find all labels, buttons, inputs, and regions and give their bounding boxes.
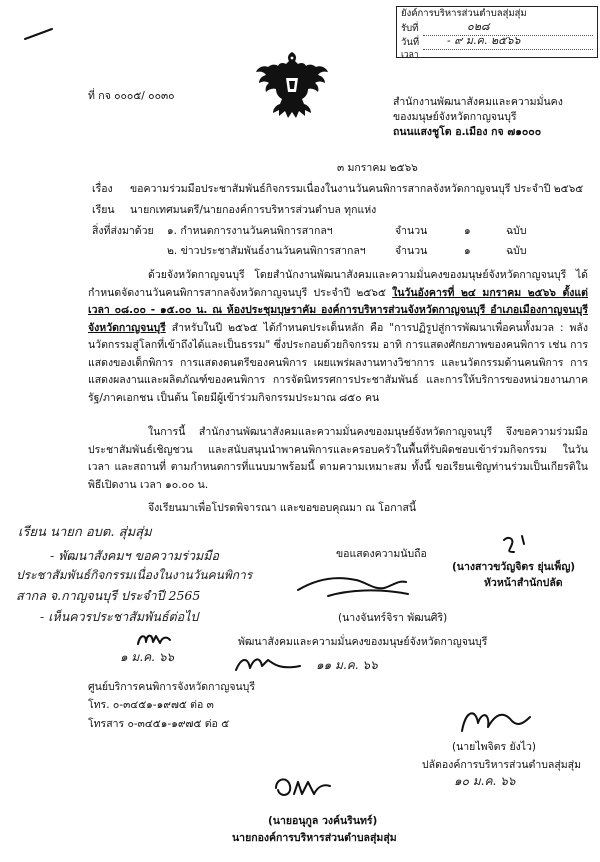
- mayor-name: (นายอนุกูล วงค์นรินทร์): [268, 815, 378, 827]
- attachment-2-unit: ฉบับ: [506, 245, 527, 257]
- attachment-1-item: ๑. กำหนดการงานวันคนพิการสากลฯ: [167, 225, 333, 237]
- regards-text: ขอแสดงความนับถือ: [336, 548, 427, 560]
- stamp-title: ยังค์การบริหารส่วนตำบลสุ่มสุ่ม: [401, 8, 527, 19]
- handwritten-note-line-3: ประชาสัมพันธ์กิจกรรมเนื่องในงานวันคนพิการ: [16, 568, 253, 582]
- subject-text: ขอความร่วมมือประชาสัมพันธ์กิจกรรมเนื่องในงานวันคนพิการสากลจังหวัดกาญจนบุรี ประจำปี ๒๕๖๕: [130, 183, 584, 195]
- paragraph-1-intro: ด้วยจังหวัดกาญจนบุรี โดยสำนักงานพัฒนาสังคมและความมั่นคงของมนุษย์จังหวัดกาญจนบุรี ได้กำหนดจัดงานวันคนพิการสากลจังหวัดกาญจนบุรี ประจำปี ๒๕๖๕: [88, 269, 588, 299]
- body-paragraph-2: ในการนี้ สำนักงานพัฒนาสังคมและความมั่นคงของมนุษย์จังหวัดกาญจนบุรี จึงขอความร่วมมือประชาสัมพันธ์เชิญชวน และสนับสนุนนำพาคนพิการและครอบครัวในพื้นที่รับผิดชอบเข้าร่วมกิจกรรม ในวัน เวลา และสถานที่ ตามกำหนดการที่แนบมาพร้อมนี้ ตามความเหมาะสม ทั้งนี้ ขอเรียนเชิญท่านร่วมเป็นเกียรติในพิธีเปิดงาน เวลา ๑๐.๐๐ น.: [88, 426, 588, 491]
- handwritten-note-line-5: - เห็นควรประชาสัมพันธ์ต่อไป: [40, 609, 199, 624]
- deputy-signature: [452, 703, 536, 739]
- pen-mark: [22, 26, 56, 42]
- deputy-title: ปลัดองค์การบริหารส่วนตำบลสุ่มสุ่ม: [422, 759, 581, 771]
- stamp-date-value: - ๙ ม.ค. ๒๕๖๖: [447, 34, 521, 47]
- director-signature: [288, 560, 438, 606]
- handwritten-note-line-4: สากล จ.กาญจนบุรี ประจำปี 2565: [16, 588, 201, 603]
- subject-label: เรื่อง: [92, 183, 113, 195]
- sender-address-line-2: ของมนุษย์จังหวัดกาญจนบุรี: [393, 111, 517, 123]
- stamp-receive-number: ๐๒๘: [467, 20, 490, 33]
- attachment-2-qty-label: จำนวน: [395, 245, 428, 257]
- contact-tel: โทร. ๐-๓๔๕๑-๑๙๗๕ ต่อ ๓: [88, 699, 214, 711]
- initial-signature: [230, 650, 310, 680]
- stamp-receive-label: รับที่: [401, 23, 419, 34]
- document-date: ๓ มกราคม ๒๕๖๖: [337, 162, 418, 174]
- deputy-name: (นายไพจิตร ยังไว): [452, 741, 537, 753]
- contact-unit: ศูนย์บริการคนพิการจังหวัดกาญจนบุรี: [88, 681, 255, 693]
- clerk-name: (นางสาวขวัญจิตร ยุ่นเพ็ญ): [452, 561, 576, 573]
- to-text: นายกเทศมนตรี/นายกองค์การบริหารส่วนตำบล ทุกแห่ง: [130, 204, 377, 216]
- document-number: ที่ กจ ๐๐๐๕/ ๐๐๓๐: [88, 90, 175, 102]
- stamp-date-label: วันที่: [401, 37, 420, 48]
- sender-address-line-3: ถนนแสงชูโต อ.เมือง กจ ๗๑๐๐๐: [393, 126, 542, 138]
- handwritten-note-line-2: - พัฒนาสังคมฯ ขอความร่วมมือ: [50, 548, 220, 563]
- paragraph-1-event-details: ในวันอังคารที่ ๒๔ มกราคม ๒๕๖๖ ตั้งแต่เวลา ๐๘.๐๐ - ๑๕.๐๐ น. ณ ห้องประชุมบุษราคัม องค์การบริหารส่วนจังหวัดกาญจนบุรี อำเภอเมืองกาญจนบุรี จังหวัดกาญจนบุรี: [88, 286, 588, 334]
- attachment-2-qty: ๑: [464, 245, 471, 257]
- note-signature: [134, 628, 174, 650]
- contact-fax: โทรสาร ๐-๓๔๕๑-๑๙๗๕ ต่อ ๕: [88, 718, 230, 730]
- attachments-label: สิ่งที่ส่งมาด้วย: [92, 225, 154, 237]
- sender-address-line-1: สำนักงานพัฒนาสังคมและความมั่นคง: [393, 96, 563, 108]
- reception-stamp: [396, 6, 598, 58]
- paragraph-1-theme: สำหรับในปี ๒๕๖๕ ได้กำหนดประเด็นหลัก คือ "การปฏิรูปสู่การพัฒนาเพื่อคนทั้งมวล : พลังนวัตกรรมสู่โลกที่เข้าถึงได้และเป็นธรรม" ซึ่งประกอบด้วยกิจกรรม อาทิ การแสดงศักยภาพของคนพิการ เช่น การแสดงของเด็กพิการ การแสดงดนตรีของคนพิการ เผยแพร่ผลงานทางวิชาการ และนวัตกรรมด้านคนพิการ การแสดงผลงานและผลิตภัณฑ์ของคนพิการ การจัดนิทรรศการประชาสัมพันธ์ และการให้บริการของหน่วยงานภาครัฐ/ภาคเอกชน เป็นต้น โดยมีผู้เข้าร่วมกิจกรรมประมาณ ๘๕๐ คน: [88, 321, 588, 404]
- handwritten-note-date: ๑ ม.ค. ๖๖: [120, 650, 175, 664]
- clerk-signature: [498, 532, 538, 558]
- attachment-1-qty: ๑: [464, 225, 471, 237]
- deputy-date: ๑๐ ม.ค. ๖๖: [454, 774, 516, 788]
- clerk-title: หัวหน้าสำนักปลัด: [484, 577, 563, 589]
- attachment-2-item: ๒. ข่าวประชาสัมพันธ์งานวันคนพิการสากลฯ: [167, 245, 366, 257]
- signatory-title: พัฒนาสังคมและความมั่นคงของมนุษย์จังหวัดกาญจนบุรี: [238, 636, 488, 648]
- closing-request: จึงเรียนมาเพื่อโปรดพิจารณา และขอขอบคุณมา ณ โอกาสนี้: [148, 502, 417, 514]
- signatory-name: (นางจันทร์จิรา พัฒนศิริ): [338, 612, 448, 624]
- body-paragraph-1: [88, 267, 588, 412]
- handwritten-date-2: ๑๑ ม.ค. ๖๖: [316, 658, 378, 672]
- stamp-time-label: เวลา: [401, 50, 419, 60]
- attachment-1-unit: ฉบับ: [506, 225, 527, 237]
- attachment-1-qty-label: จำนวน: [395, 225, 428, 237]
- garuda-emblem: [252, 48, 332, 122]
- to-label: เรียน: [92, 204, 115, 216]
- mayor-title: นายกองค์การบริหารส่วนตำบลสุ่มสุ่ม: [232, 832, 397, 844]
- mayor-signature: [262, 770, 342, 810]
- handwritten-note-line-1: เรียน นายก อบต. สุ่มสุ่ม: [18, 525, 152, 540]
